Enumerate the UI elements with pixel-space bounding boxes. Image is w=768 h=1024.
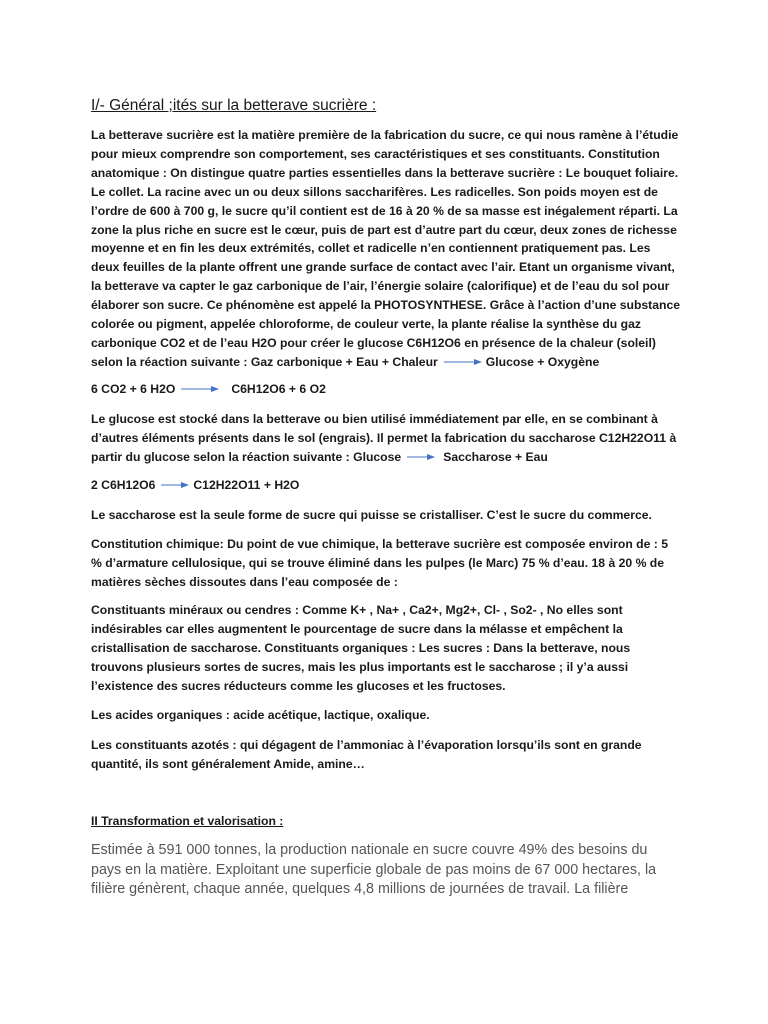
equation-2-right: C12H22O11 + H2O (193, 478, 300, 492)
constitution-chimique-text: Constitution chimique: Du point de vue chimique, la betterave sucrière est composée environ de : 5 % d’armature cellulosique, qui se trouve éliminé dans les pulpes (le Marc) 75 % d’eau. 18 à 20 % de matières sèches dissoutes dans l’eau composée de : (91, 537, 668, 589)
equation-1-left: 6 CO2 + 6 H2O (91, 382, 176, 396)
production-text: Estimée à 591 000 tonnes, la production nationale en sucre couvre 49% des besoins du pays en la matière. Exploitant une superficie globale de pas moins de 67 000 hectares, la filière génèrent, chaque année, quelques 4,8 millions de journées de travail. La filière (91, 842, 657, 898)
azotes-text: Les constituants azotés : qui dégagent de l’ammoniac à l’évaporation lorsqu’ils sont en grande quantité, ils sont généralement Amide, amine… (91, 738, 642, 771)
equation-1-right: C6H12O6 + 6 O2 (231, 382, 326, 396)
paragraph-azotes (91, 736, 681, 774)
equation-2 (91, 476, 681, 495)
paragraph-constituants (91, 601, 681, 696)
right-arrow-icon (181, 380, 219, 399)
glucose-product: Saccharose + Eau (443, 449, 548, 464)
heading-generalites: I/- Général ;ités sur la betterave sucrière : (91, 97, 377, 114)
constituants-text: Constituants minéraux ou cendres : Comme K+ , Na+ , Ca2+, Mg2+, Cl- , So2- , No elles sont indésirables car elles augmentent le pourcentage de sucre dans la mélasse et empêchent la cristallisation de saccharose. Constituants organiques : Les sucres : Dans la betterave, nous trouvons plusieurs sortes de sucres, mais les plus importants est le saccharose ; il y’a aussi l’existence des sucres réducteurs comme les glucoses et les fructoses. (91, 603, 631, 693)
paragraph-acides (91, 706, 681, 725)
acides-text: Les acides organiques : acide acétique, lactique, oxalique. (91, 708, 430, 722)
right-arrow-icon (407, 448, 435, 467)
section-1-heading (91, 96, 681, 116)
intro-product: Glucose + Oxygène (485, 354, 600, 369)
glucose-text: Le glucose est stocké dans la betterave ou bien utilisé immédiatement par elle, en se combinant à d’autres éléments présents dans le sol (engrais). Il permet la fabrication du saccharose C12H22O11 à partir du glucose selon la réaction suivante : Glucose (91, 412, 677, 464)
equation-2-left: 2 C6H12O6 (91, 478, 156, 492)
paragraph-saccharose (91, 506, 681, 525)
paragraph-production (91, 841, 681, 900)
saccharose-text: Le saccharose est la seule forme de sucre qui puisse se cristalliser. C’est le sucre du commerce. (91, 508, 652, 522)
right-arrow-icon (444, 353, 482, 372)
paragraph-constitution-chimique (91, 535, 681, 592)
equation-1 (91, 380, 681, 399)
intro-text: La betterave sucrière est la matière première de la fabrication du sucre, ce qui nous ramène à l’étudie pour mieux comprendre son comportement, ses caractéristiques et ses constituants. Constitution anatomique : On distingue quatre parties essentielles dans la betterave sucrière : Le bouquet foliaire. Le collet. La racine avec un ou deux sillons saccharifères. Les radicelles. Son poids moyen est de l’ordre de 600 à 700 g, le sucre qu’il contient est de 16 à 20 % de sa masse est inégalement réparti. La zone la plus riche en sucre est le cœur, puis de part est d’autre part du cœur, deux zones de richesse moyenne et en fin les deux extrémités, collet et radicelle n’en contiennent pratiquement pas. Les deux feuilles de la plante offrent une grande surface de contact avec l’air. Etant un organisme vivant, la betterave va capter le gaz carbonique de l’air, l’énergie solaire (calorifique) et de l’eau du sol pour élaborer son sucre. Ce phénomène est appelé la PHOTOSYNTHESE. Grâce à l’action d’une substance colorée ou pigment, appelée chloroforme, de couleur verte, la plante réalise la synthèse du gaz carbonique CO2 et de l’eau H2O pour créer le glucose C6H12O6 en présence de la chaleur (soleil) selon la réaction suivante : Gaz carbonique + Eau + Chaleur (91, 128, 681, 369)
right-arrow-icon (161, 476, 189, 495)
paragraph-intro (91, 126, 681, 372)
heading-transformation: II Transformation et valorisation : (91, 814, 284, 828)
section-2-heading (91, 812, 681, 830)
paragraph-glucose (91, 410, 681, 467)
